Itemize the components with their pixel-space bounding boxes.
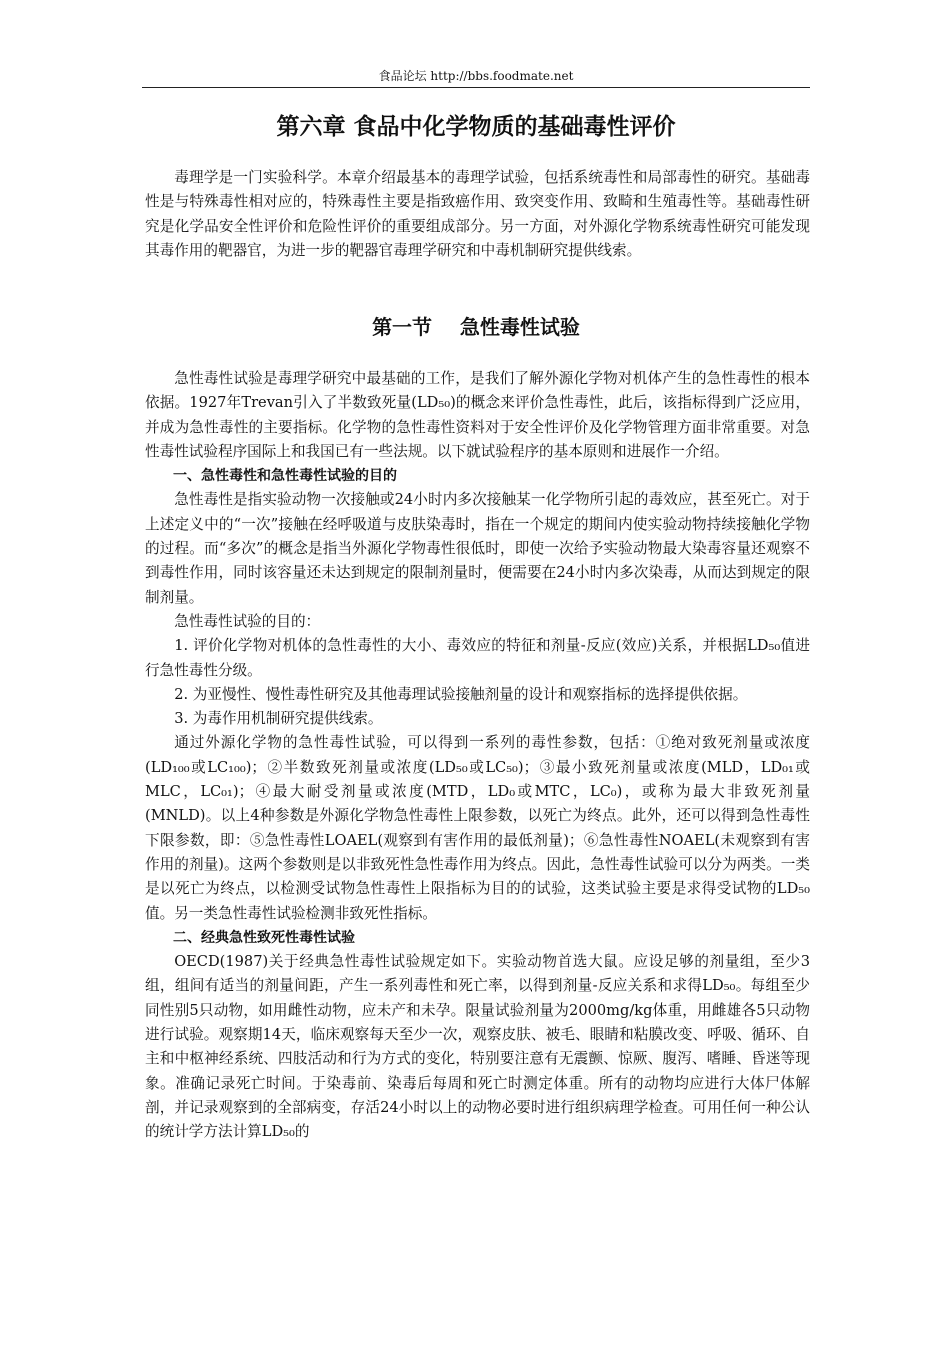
- section-intro-paragraph: 急性毒性试验是毒理学研究中最基础的工作，是我们了解外源化学物对机体产生的急性毒性的根本依据。1927年Trevan引入了半数致死量(LD₅₀)的概念来评价急性毒性，此后，该指标得到广泛应用，并成为急性毒性的主要指标。化学物的急性毒性资料对于安全性评价及化学物管理方面非常重要。对急性毒性试验程序国际上和我国已有一些法规。以下就试验程序的基本原则和进展作一介绍。: [145, 370, 810, 460]
- page-header: 食品论坛 http://bbs.foodmate.net: [378, 69, 574, 83]
- section-title: 第一节 急性毒性试验: [372, 315, 580, 339]
- purpose-item-3: 3. 为毒作用机制研究提供线索。: [174, 710, 383, 728]
- section-body: [145, 367, 810, 1145]
- parameters-paragraph: 通过外源化学物的急性毒性试验，可以得到一系列的毒性参数，包括：①绝对致死剂量或浓度(LD₁₀₀或LC₁₀₀)；②半数致死剂量或浓度(LD₅₀或LC₅₀)；③最小致死剂量或浓度(MLD，LD₀₁或MLC，LC₀₁)；④最大耐受剂量或浓度(MTD，LD₀或MTC，LC₀)，或称为最大非致死剂量(MNLD)。以上4种参数是外源化学物急性毒性上限参数，以死亡为终点。此外，还可以得到急性毒性下限参数，即：⑤急性毒性LOAEL(观察到有害作用的最低剂量)；⑥急性毒性NOAEL(未观察到有害作用的剂量)。这两个参数则是以非致死性急性毒作用为终点。因此，急性毒性试验可以分为两类。一类是以死亡为终点，以检测受试物急性毒性上限指标为目的的试验，这类试验主要是求得受试物的LD₅₀值。另一类急性毒性试验检测非致死性指标。: [145, 734, 810, 922]
- subsection-heading-1: 一、急性毒性和急性毒性试验的目的: [173, 468, 397, 485]
- oecd-paragraph: OECD(1987)关于经典急性毒性试验规定如下。实验动物首选大鼠。应设足够的剂量组，至少3组，组间有适当的剂量间距，产生一系列毒性和死亡率，以得到剂量-反应关系和求得LD₅₀。每组至少同性别5只动物，如用雌性动物，应未产和未孕。限量试验剂量为2000mg/kg体重，用雌雄各5只动物进行试验。观察期14天，临床观察每天至少一次，观察皮肤、被毛、眼睛和粘膜改变、呼吸、循环、自主和中枢神经系统、四肢活动和行为方式的变化，特别要注意有无震颤、惊厥、腹泻、嗜睡、昏迷等现象。准确记录死亡时间。于染毒前、染毒后每周和死亡时测定体重。所有的动物均应进行大体尸体解剖，并记录观察到的全部病变，存活24小时以上的动物必要时进行组织病理学检查。可用任何一种公认的统计学方法计算LD₅₀的: [145, 953, 810, 1141]
- purpose-item-2: 2. 为亚慢性、慢性毒性研究及其他毒理试验接触剂量的设计和观察指标的选择提供依据。: [174, 685, 748, 703]
- definition-paragraph: 急性毒性是指实验动物一次接触或24小时内多次接触某一化学物所引起的毒效应，甚至死亡。对于上述定义中的“一次”接触在经呼吸道与皮肤染毒时，指在一个规定的期间内使实验动物持续接触化学物的过程。而“多次”的概念是指当外源化学物毒性很低时，即使一次给予实验动物最大染毒容量还观察不到毒性作用，同时该容量还未达到规定的限制剂量时，便需要在24小时内多次染毒，从而达到规定的限制剂量。: [145, 491, 810, 606]
- intro-block: [145, 166, 810, 263]
- chapter-title: 第六章 食品中化学物质的基础毒性评价: [276, 114, 676, 140]
- purpose-item-1: 1. 评价化学物对机体的急性毒性的大小、毒效应的特征和剂量-反应(效应)关系，并根据LD₅₀值进行急性毒性分级。: [145, 637, 810, 679]
- intro-paragraph: 毒理学是一门实验科学。本章介绍最基本的毒理学试验，包括系统毒性和局部毒性的研究。基础毒性是与特殊毒性相对应的，特殊毒性主要是指致癌作用、致突变作用、致畸和生殖毒性等。基础毒性研究是化学品安全性评价和危险性评价的重要组成部分。另一方面，对外源化学物系统毒性研究可能发现其毒作用的靶器官，为进一步的靶器官毒理学研究和中毒机制研究提供线索。: [145, 169, 810, 259]
- purpose-intro: 急性毒性试验的目的：: [174, 612, 321, 630]
- header-divider: [142, 87, 810, 88]
- subsection-heading-2: 二、经典急性致死性毒性试验: [173, 929, 355, 946]
